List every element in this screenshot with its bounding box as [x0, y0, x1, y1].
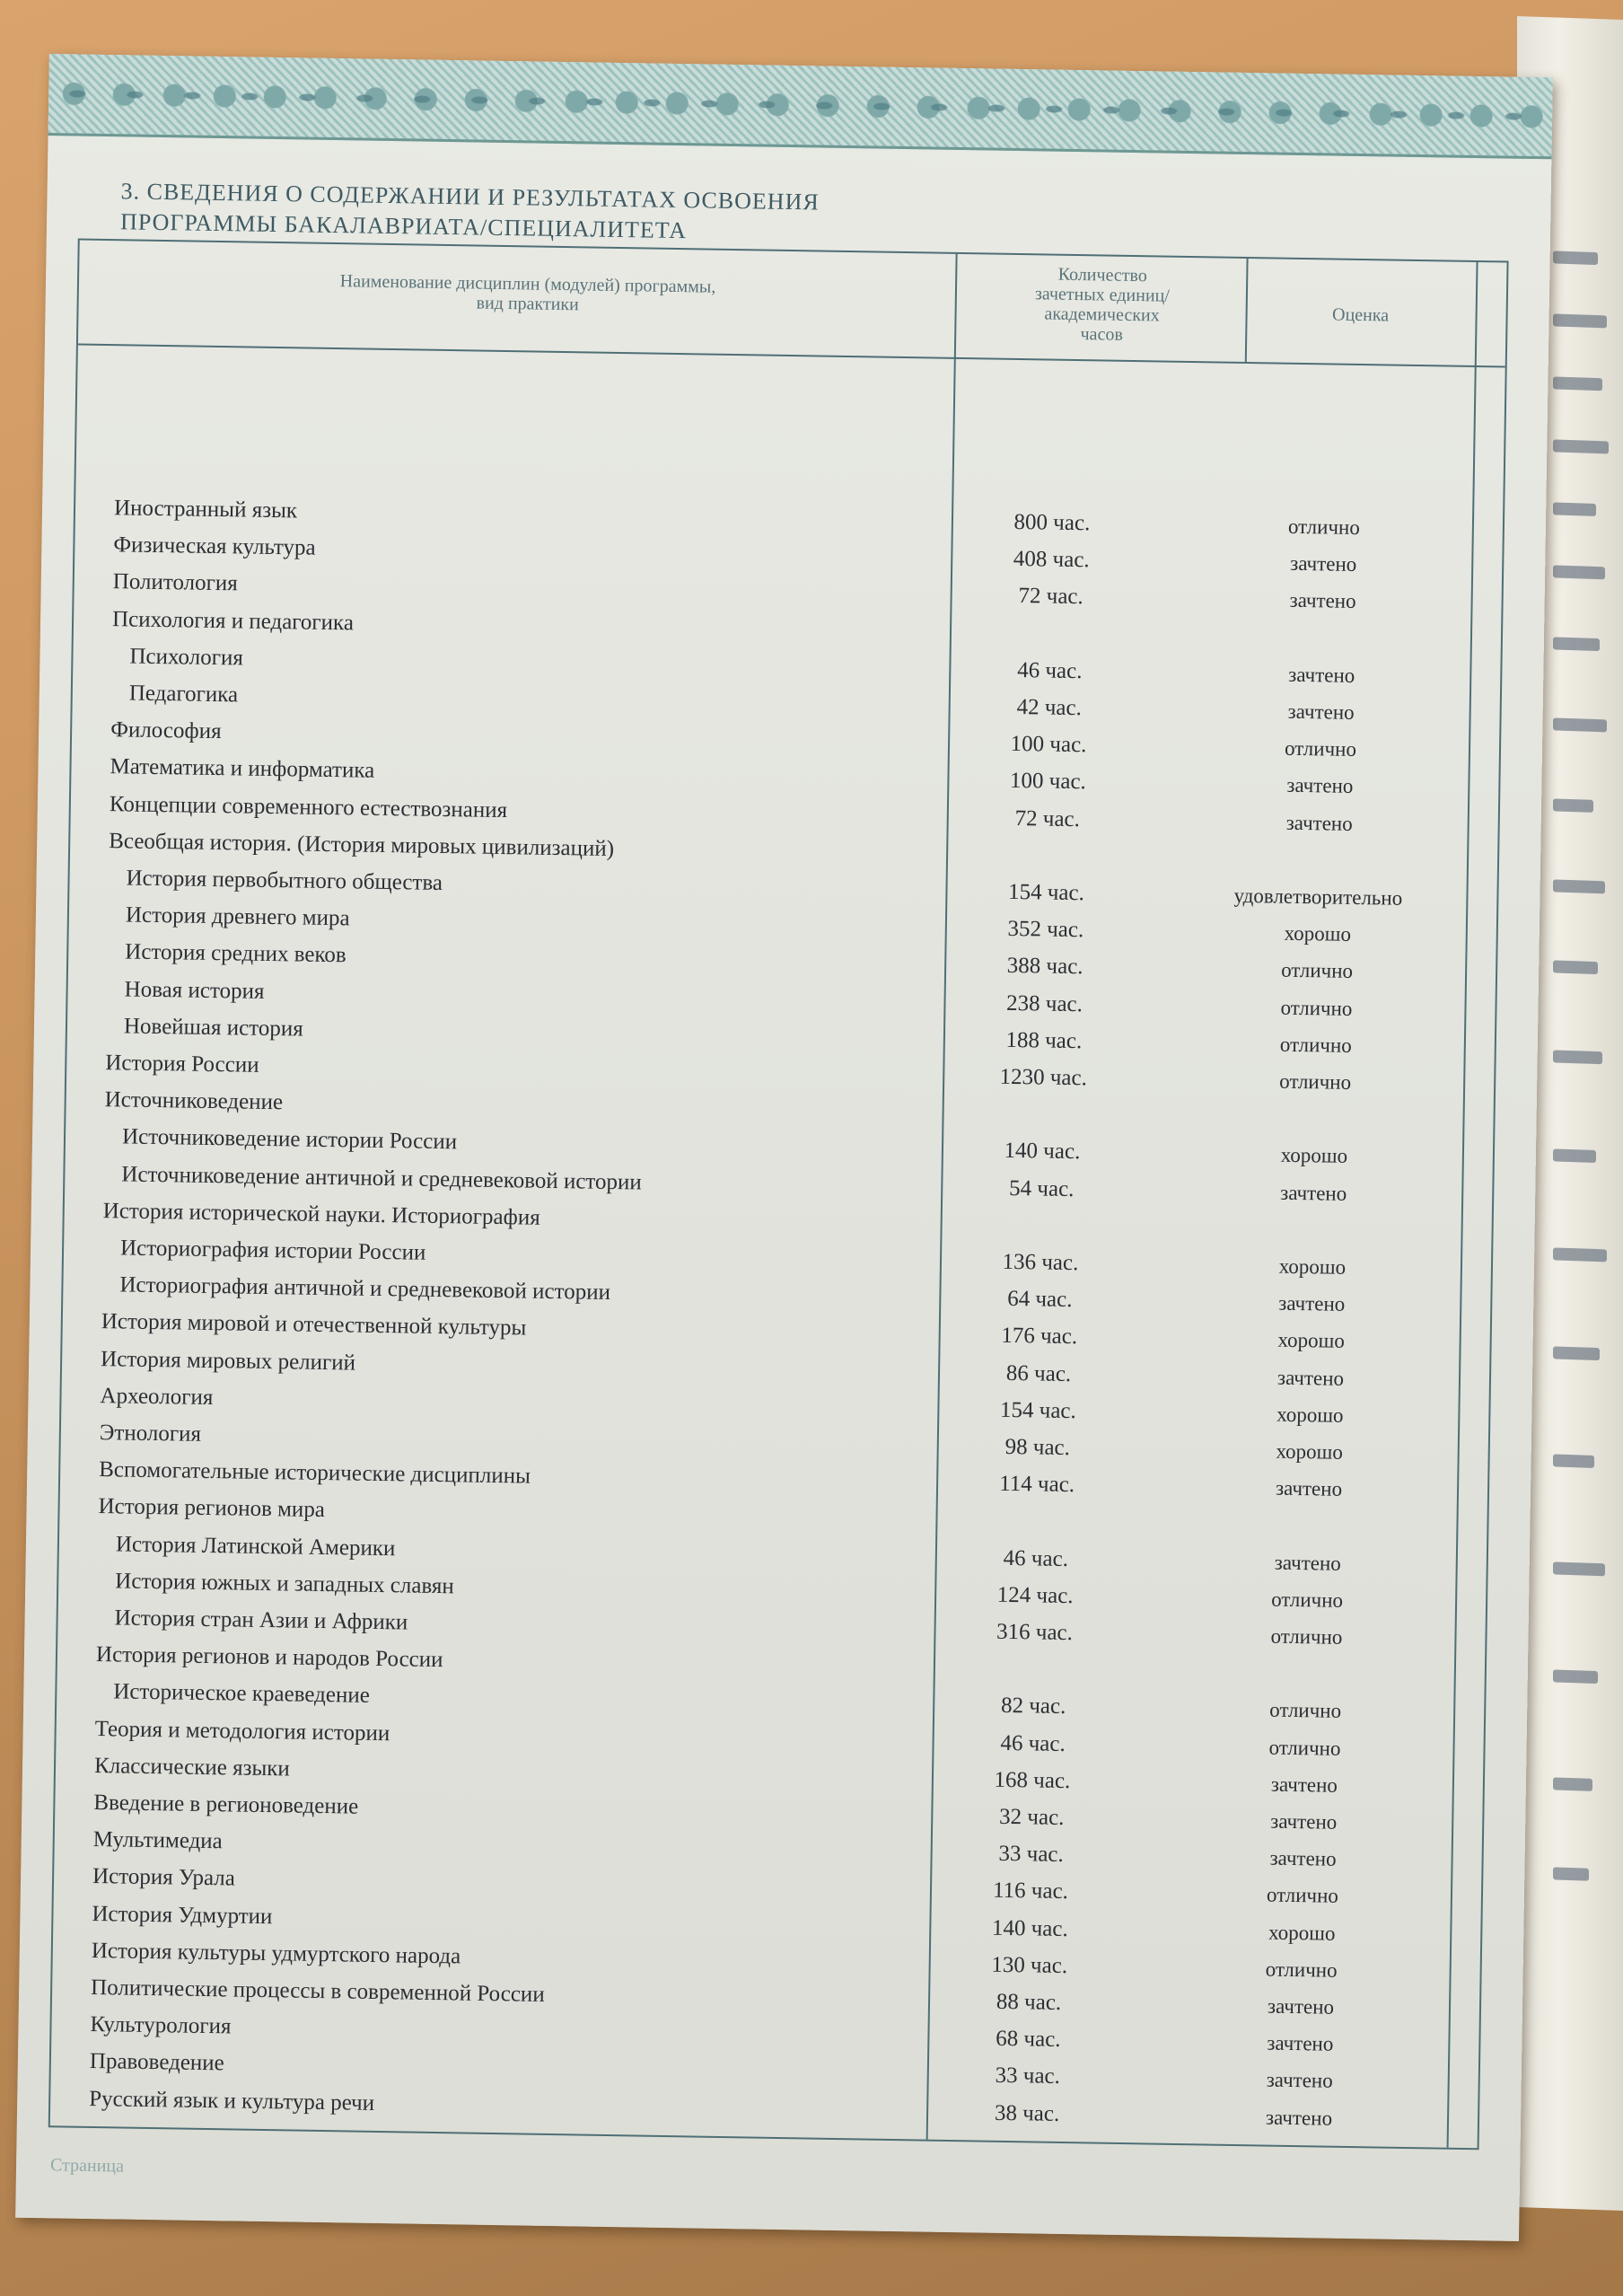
discipline-name: Концепции современного естествознания	[109, 791, 508, 823]
discipline-hours: 86 час.	[1005, 1360, 1072, 1386]
discipline-hours: 352 час.	[1007, 917, 1084, 943]
discipline-grade: зачтено	[1290, 551, 1357, 576]
page-label: Страница	[49, 2155, 125, 2177]
discipline-hours: 800 час.	[1013, 509, 1091, 536]
discipline-hours: 68 час.	[996, 2027, 1061, 2053]
discipline-hours: 46 час.	[1003, 1545, 1069, 1571]
discipline-grade: зачтено	[1267, 1994, 1335, 2019]
discipline-hours: 46 час.	[1017, 657, 1083, 683]
discipline-name: Политические процессы в современной России	[90, 1975, 545, 2007]
discipline-hours: 46 час.	[1000, 1730, 1066, 1756]
discipline-hours: 408 час.	[1013, 547, 1090, 573]
discipline-hours: 130 час.	[991, 1952, 1068, 1978]
discipline-name: Источниковедение	[104, 1087, 284, 1115]
discipline-name: История мировой и отечественной культуры	[101, 1309, 527, 1341]
discipline-grade: хорошо	[1277, 1329, 1346, 1353]
discipline-hours: 98 час.	[1005, 1434, 1071, 1461]
discipline-name: Психология и педагогика	[111, 606, 355, 635]
discipline-grade: хорошо	[1276, 1403, 1344, 1427]
discipline-grade: отлично	[1271, 1588, 1344, 1612]
discipline-hours: 42 час.	[1016, 695, 1083, 721]
discipline-hours: 33 час.	[998, 1842, 1064, 1868]
discipline-name: Археология	[100, 1383, 214, 1410]
discipline-name: История Удмуртии	[92, 1901, 273, 1929]
discipline-grade: зачтено	[1287, 699, 1355, 724]
discipline-name: История мировых религий	[100, 1346, 356, 1376]
discipline-name: Политология	[112, 569, 238, 596]
discipline-hours: 316 час.	[996, 1619, 1074, 1646]
discipline-grade: отлично	[1284, 736, 1357, 761]
discipline-name: Историография истории России	[119, 1236, 426, 1265]
discipline-grade: зачтено	[1266, 2068, 1333, 2093]
discipline-name: История стран Азии и Африки	[114, 1605, 408, 1635]
discipline-hours: 154 час.	[1007, 879, 1085, 906]
discipline-hours: 32 час.	[998, 1804, 1065, 1830]
header-hours: Количество зачетных единиц/ академических часов	[1034, 264, 1171, 345]
discipline-grade: зачтено	[1275, 1476, 1343, 1501]
discipline-grade: удовлетворительно	[1233, 884, 1403, 910]
discipline-name: Вспомогательные исторические дисциплины	[99, 1457, 531, 1489]
discipline-grade: отлично	[1270, 1624, 1343, 1649]
discipline-grade: отлично	[1268, 1736, 1341, 1760]
discipline-name: Теория и методология истории	[94, 1716, 390, 1746]
discipline-name: Русский язык и культура речи	[89, 2086, 375, 2116]
discipline-name: История древнего мира	[125, 902, 350, 931]
discipline-hours: 38 час.	[994, 2100, 1060, 2126]
discipline-grade: отлично	[1279, 1033, 1352, 1057]
discipline-name: Иностранный язык	[113, 496, 298, 523]
discipline-name: Введение в регионоведение	[93, 1790, 359, 1819]
discipline-hours: 114 час.	[998, 1472, 1075, 1498]
discipline-grade: зачтено	[1267, 2031, 1334, 2055]
discipline-grade: зачтено	[1269, 1846, 1337, 1870]
discipline-grade: зачтено	[1280, 1181, 1347, 1205]
header-grade: Оценка	[1331, 304, 1390, 326]
discipline-hours: 54 час.	[1008, 1175, 1075, 1201]
discipline-name: История южных и западных славян	[115, 1569, 455, 1599]
discipline-name: Историография античной и средневековой истории	[119, 1272, 611, 1306]
discipline-hours: 72 час.	[1014, 805, 1081, 831]
discipline-name: Правоведение	[89, 2049, 224, 2076]
discipline-grade: отлично	[1279, 1069, 1352, 1094]
discipline-grade: зачтено	[1276, 1366, 1345, 1390]
section-title-line-2: ПРОГРАММЫ БАКАЛАВРИАТА/СПЕЦИАЛИТЕТА	[119, 208, 688, 244]
discipline-grade: зачтено	[1278, 1291, 1346, 1316]
discipline-grade: хорошо	[1268, 1921, 1336, 1945]
discipline-hours: 88 час.	[996, 1989, 1062, 2015]
discipline-name: Математика и информатика	[110, 754, 375, 784]
discipline-name: История регионов мира	[98, 1494, 326, 1523]
discipline-hours: 154 час.	[999, 1397, 1076, 1423]
discipline-grade: зачтено	[1274, 1551, 1341, 1575]
discipline-grade: зачтено	[1265, 2106, 1333, 2130]
discipline-grade: хорошо	[1278, 1254, 1347, 1279]
discipline-hours: 82 час.	[1000, 1693, 1066, 1720]
discipline-hours: 124 час.	[996, 1582, 1074, 1608]
discipline-name: История регионов и народов России	[95, 1642, 443, 1673]
discipline-name: Психология	[129, 644, 244, 671]
discipline-grade: зачтено	[1288, 663, 1355, 687]
discipline-name: Мультимедиа	[92, 1827, 223, 1854]
section-title-line-1: 3. СВЕДЕНИЯ О СОДЕРЖАНИИ И РЕЗУЛЬТАТАХ ОСВОЕНИЯ	[120, 178, 820, 216]
discipline-hours: 33 час.	[995, 2063, 1061, 2089]
discipline-name: История Латинской Америки	[115, 1531, 396, 1561]
discipline-hours: 238 час.	[1005, 990, 1083, 1016]
discipline-name: Историческое краеведение	[113, 1679, 371, 1709]
discipline-hours: 176 час.	[1001, 1324, 1078, 1350]
discipline-name: Культурология	[90, 2012, 232, 2039]
discipline-grade: зачтено	[1270, 1773, 1338, 1797]
discipline-hours: 64 час.	[1006, 1287, 1073, 1313]
discipline-grade: хорошо	[1280, 1144, 1348, 1168]
discipline-name: Этнология	[99, 1421, 202, 1447]
discipline-grade: отлично	[1280, 996, 1353, 1020]
discipline-hours: 100 час.	[1009, 769, 1086, 795]
discipline-grade: отлично	[1287, 515, 1361, 539]
discipline-hours: 388 час.	[1006, 954, 1083, 980]
discipline-grade: отлично	[1269, 1698, 1342, 1723]
discipline-grade: отлично	[1265, 1957, 1338, 1982]
discipline-grade: отлично	[1281, 959, 1354, 983]
discipline-hours: 168 час.	[994, 1767, 1071, 1793]
discipline-name: Всеобщая история. (История мировых цивилизаций)	[109, 828, 615, 861]
discipline-name: Новейшая история	[123, 1014, 303, 1042]
discipline-grade: зачтено	[1289, 589, 1356, 613]
discipline-hours: 188 час.	[1005, 1027, 1083, 1053]
section-title	[120, 176, 820, 248]
header-discipline: Наименование дисциплин (модулей) программы, вид практики	[339, 271, 716, 315]
discipline-name: Физическая культура	[113, 532, 316, 560]
discipline-name: История первобытного общества	[126, 866, 443, 895]
discipline-name: Классические языки	[93, 1753, 291, 1781]
discipline-name: Источниковедение истории России	[121, 1124, 458, 1155]
discipline-name: Новая история	[124, 977, 265, 1004]
discipline-hours: 116 час.	[992, 1878, 1069, 1905]
discipline-grade: зачтено	[1270, 1809, 1338, 1834]
discipline-name: История средних веков	[125, 939, 347, 968]
discipline-hours: 136 час.	[1002, 1249, 1079, 1276]
discipline-hours: 72 час.	[1018, 584, 1083, 610]
discipline-grade: зачтено	[1286, 774, 1354, 798]
discipline-name: История России	[105, 1051, 259, 1078]
discipline-grade: зачтено	[1285, 811, 1353, 835]
discipline-name: Педагогика	[128, 681, 239, 708]
discipline-name: История Урала	[92, 1864, 236, 1891]
discipline-grade: хорошо	[1284, 921, 1352, 946]
discipline-name: Источниковедение античной и средневековой истории	[121, 1162, 642, 1195]
discipline-name: Философия	[110, 717, 222, 744]
discipline-grade: отлично	[1266, 1883, 1339, 1908]
discipline-hours: 100 час.	[1010, 732, 1087, 758]
discipline-hours: 140 час.	[1004, 1139, 1081, 1165]
discipline-hours: 1230 час.	[999, 1064, 1088, 1091]
discipline-name: История исторической науки. Историография	[102, 1198, 540, 1230]
diploma-supplement-page	[15, 54, 1553, 2241]
discipline-grade: хорошо	[1276, 1439, 1344, 1464]
header-divider	[78, 344, 1505, 368]
discipline-hours: 140 час.	[991, 1915, 1068, 1941]
discipline-name: История культуры удмуртского народа	[91, 1938, 461, 1969]
